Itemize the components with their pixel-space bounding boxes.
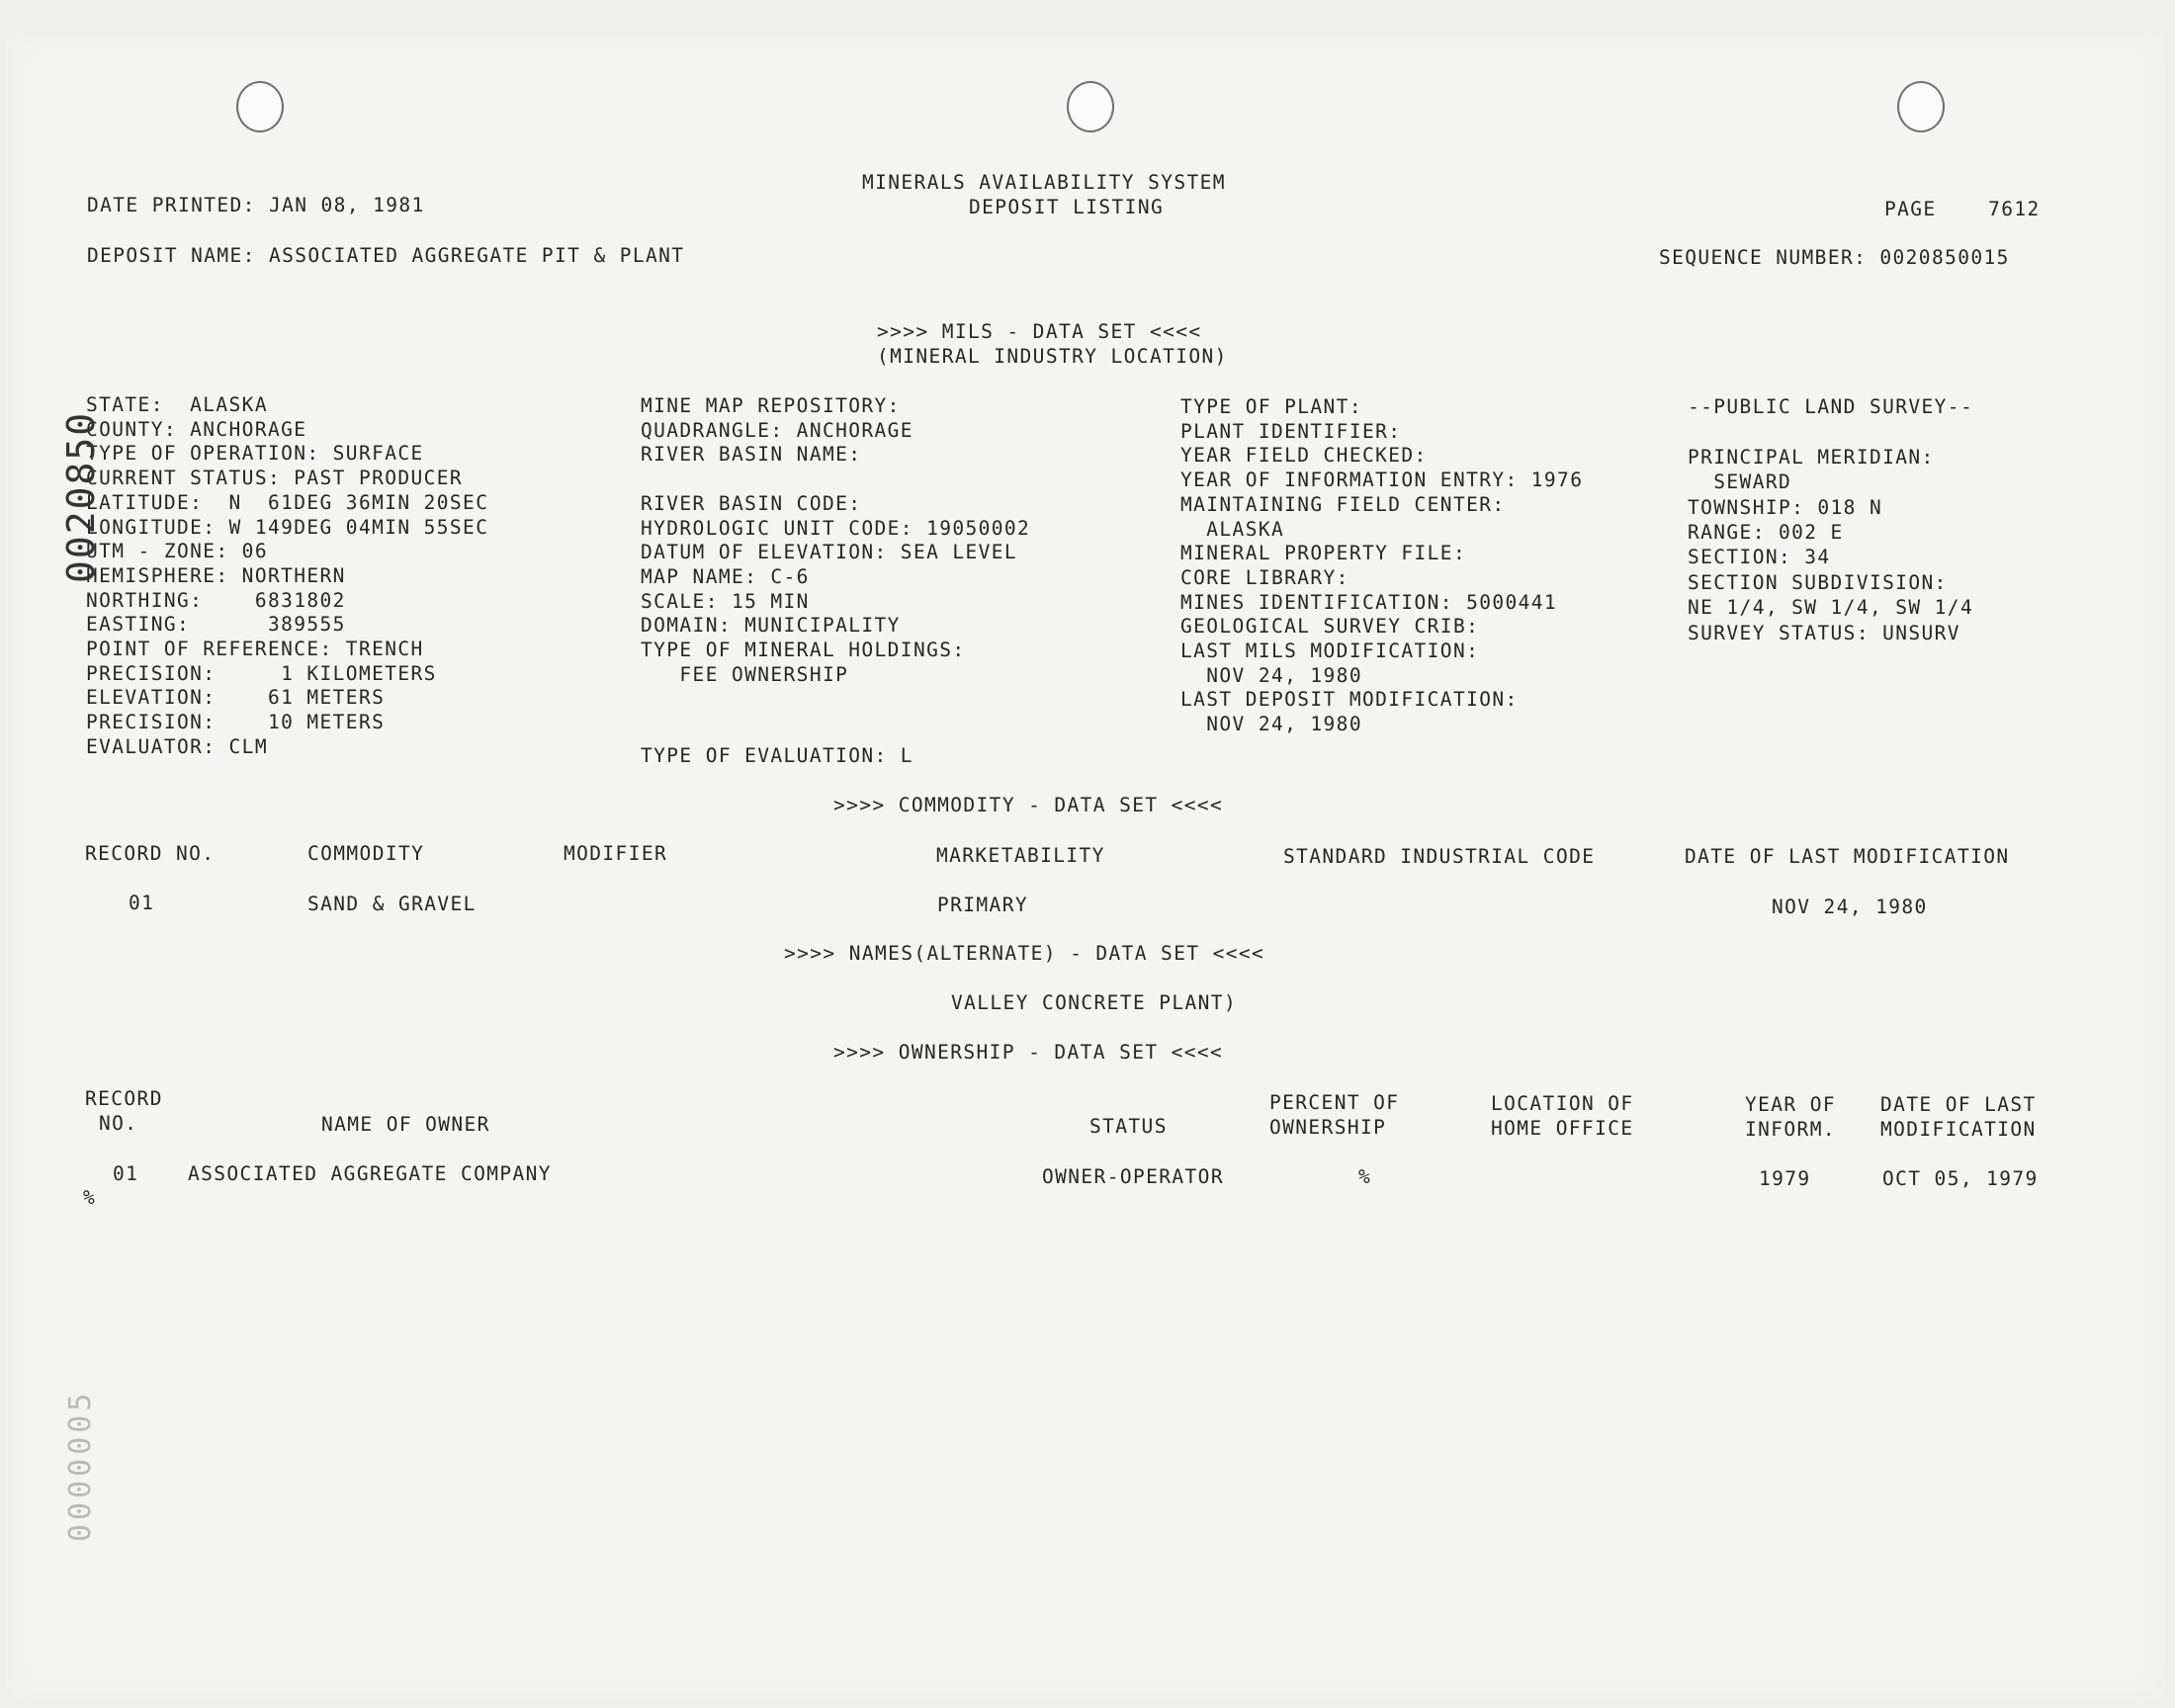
commodity-record-no: 01	[129, 892, 155, 914]
ownership-header-date-1: DATE OF LAST	[1880, 1093, 2037, 1116]
commodity-last-mod: NOV 24, 1980	[1772, 896, 1928, 918]
mils-section-subtitle: (MINERAL INDUSTRY LOCATION)	[877, 345, 1228, 368]
commodity-marketability: PRIMARY	[937, 894, 1028, 916]
geography-field: QUADRANGLE: ANCHORAGE	[641, 418, 914, 442]
land-survey-field: PRINCIPAL MERIDIAN:	[1688, 445, 1935, 469]
sequence-number: SEQUENCE NUMBER: 0020850015	[1659, 246, 2010, 269]
geography-field: DOMAIN: MUNICIPALITY	[641, 614, 901, 638]
location-field: TYPE OF OPERATION: SURFACE	[86, 442, 424, 466]
names-section-title: >>>> NAMES(ALTERNATE) - DATA SET <<<<	[784, 942, 1265, 965]
ownership-header-year-2: INFORM.	[1745, 1118, 1836, 1141]
plant-field: CORE LIBRARY:	[1180, 565, 1349, 589]
ownership-record-no: 01	[113, 1162, 139, 1185]
land-survey-field: SURVEY STATUS: UNSURV	[1688, 621, 1960, 644]
land-survey-field: RANGE: 002 E	[1688, 521, 1844, 544]
commodity-header-modifier: MODIFIER	[564, 842, 668, 865]
plant-field: MAINTAINING FIELD CENTER:	[1180, 492, 1506, 516]
owner-last-mod: OCT 05, 1979	[1882, 1167, 2039, 1190]
listing-title: DEPOSIT LISTING	[969, 196, 1165, 218]
commodity-header-sic: STANDARD INDUSTRIAL CODE	[1283, 845, 1596, 868]
plant-field: MINERAL PROPERTY FILE:	[1180, 542, 1467, 565]
commodity-section-title: >>>> COMMODITY - DATA SET <<<<	[833, 794, 1224, 816]
plant-field: PLANT IDENTIFIER:	[1180, 419, 1402, 443]
punch-hole	[1067, 81, 1114, 132]
owner-percent: %	[1358, 1165, 1372, 1188]
location-field: ELEVATION: 61 METERS	[86, 686, 386, 710]
location-field: NORTHING: 6831802	[86, 588, 346, 612]
plant-field: GEOLOGICAL SURVEY CRIB:	[1180, 615, 1480, 639]
commodity-header-commodity: COMMODITY	[307, 842, 425, 865]
plant-field: LAST DEPOSIT MODIFICATION:	[1180, 688, 1519, 712]
owner-year: 1979	[1759, 1167, 1811, 1190]
geography-field: RIVER BASIN NAME:	[641, 443, 862, 467]
location-field: PRECISION: 1 KILOMETERS	[86, 661, 437, 685]
geography-field: SCALE: 15 MIN	[641, 589, 810, 613]
plant-field: MINES IDENTIFICATION: 5000441	[1180, 590, 1558, 614]
ownership-header-date-2: MODIFICATION	[1880, 1118, 2037, 1141]
margin-stamp-number: 0020850	[59, 410, 103, 583]
ownership-section-title: >>>> OWNERSHIP - DATA SET <<<<	[833, 1041, 1224, 1064]
mils-section-title: >>>> MILS - DATA SET <<<<	[877, 320, 1202, 343]
ownership-header-location-1: LOCATION OF	[1491, 1092, 1634, 1115]
location-field: HEMISPHERE: NORTHERN	[86, 563, 346, 587]
margin-faint-number: 0000005	[63, 1389, 98, 1542]
land-survey-field: SECTION SUBDIVISION:	[1688, 570, 1948, 594]
commodity-header-record-no: RECORD NO.	[85, 842, 216, 865]
land-survey-field: SEWARD	[1688, 470, 1792, 494]
owner-status: OWNER-OPERATOR	[1042, 1165, 1224, 1188]
plant-field: NOV 24, 1980	[1180, 713, 1362, 736]
commodity-name: SAND & GRAVEL	[307, 893, 477, 915]
ownership-footnote: %	[83, 1186, 97, 1209]
ownership-header-status: STATUS	[1089, 1115, 1168, 1138]
land-survey-field: --PUBLIC LAND SURVEY--	[1688, 395, 1974, 418]
geography-field: FEE OWNERSHIP	[641, 662, 849, 686]
punch-hole	[1897, 81, 1945, 132]
land-survey-field: SECTION: 34	[1688, 546, 1831, 569]
geography-field: MAP NAME: C-6	[641, 564, 810, 588]
alternate-name: VALLEY CONCRETE PLANT)	[951, 991, 1238, 1014]
ownership-header-no: NO.	[99, 1112, 138, 1135]
geography-field: TYPE OF MINERAL HOLDINGS:	[641, 639, 966, 661]
plant-field: ALASKA	[1180, 517, 1285, 541]
location-field: UTM - ZONE: 06	[86, 540, 268, 563]
geography-field: MINE MAP REPOSITORY:	[641, 394, 901, 417]
location-field: CURRENT STATUS: PAST PRODUCER	[86, 467, 464, 490]
geography-field: HYDROLOGIC UNIT CODE: 19050002	[641, 516, 1031, 540]
plant-field: TYPE OF PLANT:	[1180, 395, 1362, 418]
owner-name: ASSOCIATED AGGREGATE COMPANY	[188, 1162, 552, 1185]
location-field: LATITUDE: N 61DEG 36MIN 20SEC	[86, 490, 489, 514]
deposit-name: DEPOSIT NAME: ASSOCIATED AGGREGATE PIT & PLANT	[87, 244, 685, 267]
plant-field: YEAR OF INFORMATION ENTRY: 1976	[1180, 469, 1584, 492]
location-field: PRECISION: 10 METERS	[86, 711, 386, 734]
type-of-evaluation: TYPE OF EVALUATION: L	[641, 744, 914, 767]
ownership-header-year-1: YEAR OF	[1745, 1093, 1836, 1116]
commodity-header-last-mod: DATE OF LAST MODIFICATION	[1685, 845, 2010, 868]
system-title: MINERALS AVAILABILITY SYSTEM	[862, 171, 1226, 194]
date-printed: DATE PRINTED: JAN 08, 1981	[87, 194, 425, 216]
land-survey-field: NE 1/4, SW 1/4, SW 1/4	[1688, 596, 1974, 620]
land-survey-field: TOWNSHIP: 018 N	[1688, 495, 1883, 519]
ownership-header-record: RECORD	[85, 1087, 163, 1110]
location-field: POINT OF REFERENCE: TRENCH	[86, 638, 424, 660]
punch-hole	[236, 81, 284, 132]
plant-field: YEAR FIELD CHECKED:	[1180, 444, 1428, 468]
ownership-header-percent-2: OWNERSHIP	[1269, 1116, 1387, 1139]
plant-field: NOV 24, 1980	[1180, 663, 1362, 687]
geography-field: DATUM OF ELEVATION: SEA LEVEL	[641, 541, 1018, 564]
geography-field: RIVER BASIN CODE:	[641, 491, 862, 515]
page-number: PAGE 7612	[1884, 198, 2041, 220]
location-field: EASTING: 389555	[86, 613, 346, 637]
location-field: LONGITUDE: W 149DEG 04MIN 55SEC	[86, 515, 489, 539]
plant-field: LAST MILS MODIFICATION:	[1180, 640, 1480, 662]
commodity-header-marketability: MARKETABILITY	[936, 844, 1105, 867]
location-field: EVALUATOR: CLM	[86, 734, 268, 758]
ownership-header-percent-1: PERCENT OF	[1269, 1091, 1400, 1114]
location-field: COUNTY: ANCHORAGE	[86, 417, 307, 441]
location-field: STATE: ALASKA	[86, 393, 268, 416]
ownership-header-location-2: HOME OFFICE	[1491, 1117, 1634, 1140]
ownership-header-owner: NAME OF OWNER	[321, 1113, 490, 1136]
